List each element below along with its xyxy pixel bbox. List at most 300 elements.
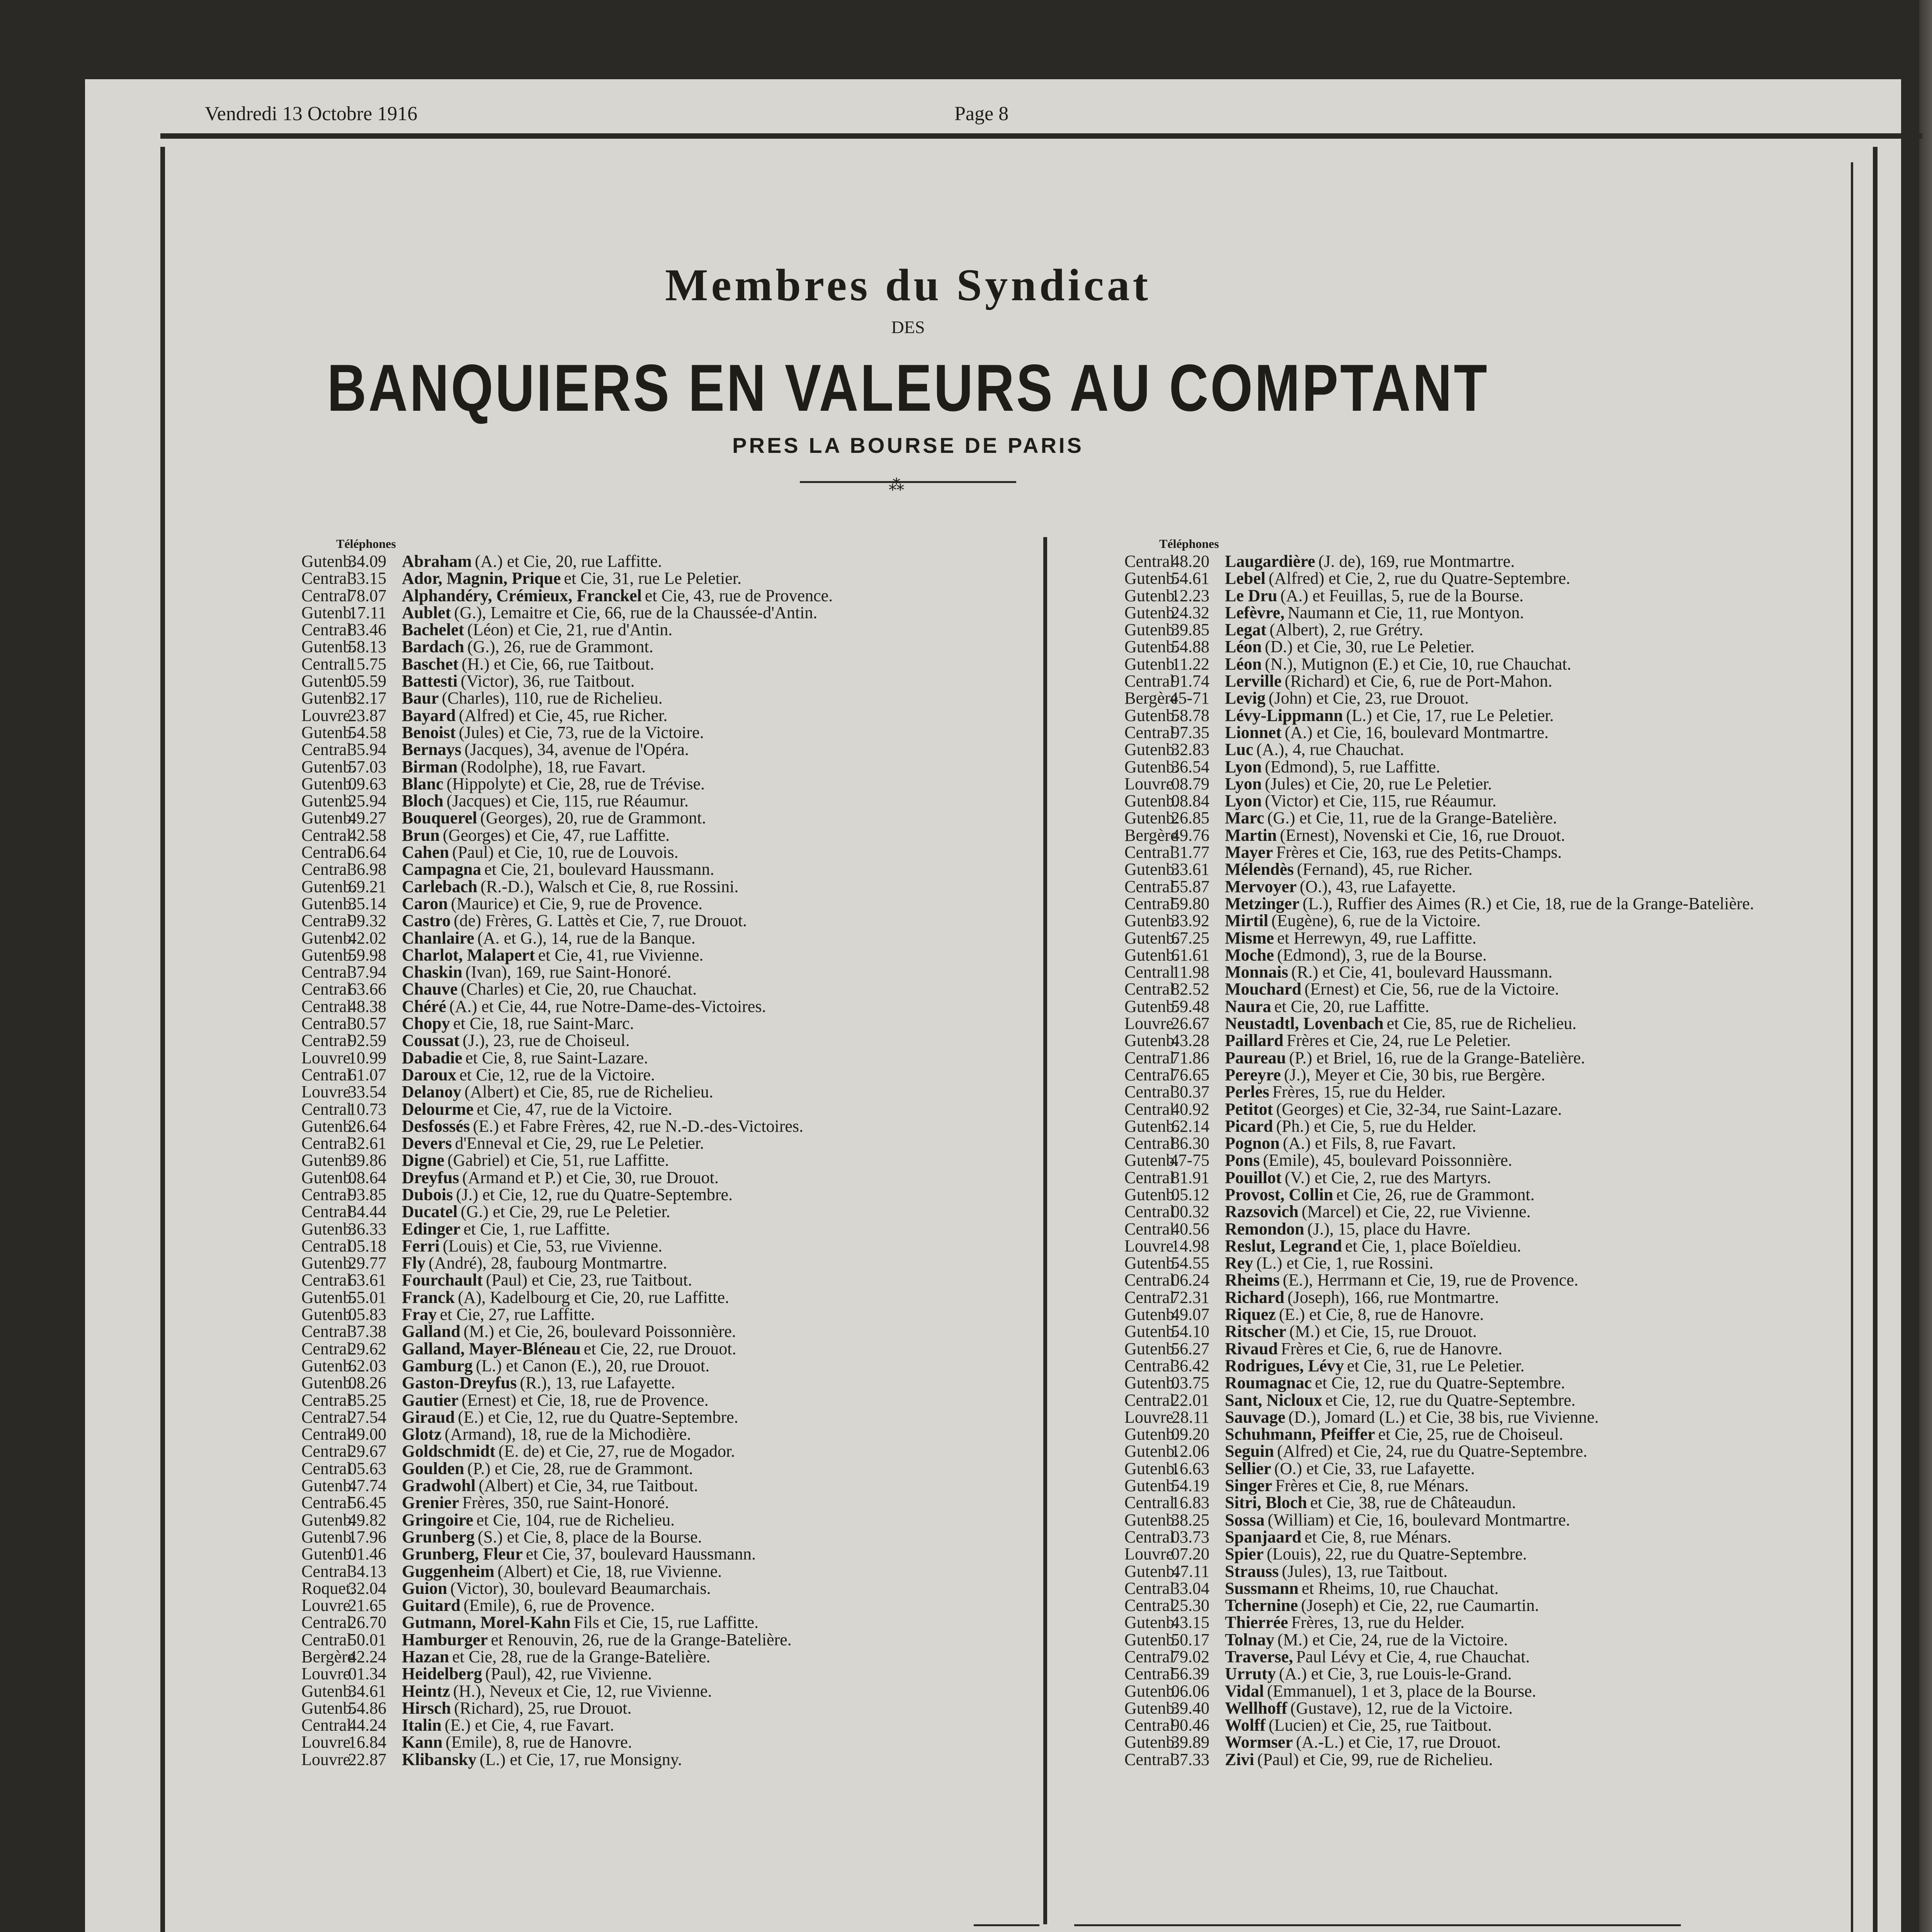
member-row: [1124, 1374, 1754, 1391]
phone-number: 82.52: [1171, 980, 1209, 999]
phone-number: 37.33: [1171, 1750, 1209, 1769]
phone-number: 30.57: [348, 1014, 386, 1033]
member-address: (A), Kadelbourg et Cie, 20, rue Laffitte.: [457, 1287, 730, 1307]
exchange: Gutenb.: [1124, 928, 1179, 947]
member-name: Goulden: [402, 1459, 464, 1478]
exchange: Gutenb.: [1124, 620, 1179, 639]
exchange: Gutenb.: [1124, 1510, 1179, 1529]
exchange: Central: [301, 1390, 352, 1410]
phone-number: 59.48: [1171, 997, 1209, 1016]
member-row: [1124, 1563, 1754, 1580]
member-name: Sauvage: [1225, 1407, 1286, 1427]
member-name: Giraud: [402, 1407, 455, 1427]
member-row: [1124, 1477, 1754, 1494]
exchange: Gutenb.: [301, 791, 356, 811]
member-name: Chopy: [402, 1014, 450, 1033]
exchange: Central: [301, 569, 352, 588]
member-row: [301, 981, 833, 998]
member-row: [1124, 587, 1754, 604]
member-row: [301, 570, 833, 587]
member-address: (A. et G.), 14, rue de la Banque.: [477, 928, 696, 947]
exchange: Gutenb.: [301, 757, 356, 776]
phone-number: 01.34: [348, 1664, 386, 1684]
member-row: [301, 1255, 833, 1272]
member-name: Rey: [1225, 1253, 1253, 1273]
member-row: [301, 810, 833, 827]
member-name: Remondon: [1225, 1219, 1304, 1238]
member-name: Mervoyer: [1225, 877, 1297, 896]
exchange: Gutenb.: [301, 945, 356, 964]
phone-number: 12.06: [1171, 1442, 1209, 1461]
member-row: [1124, 998, 1754, 1015]
phone-number: 16.63: [1171, 1459, 1209, 1478]
exchange: Gutenb.: [1124, 1185, 1179, 1204]
phone-number: 08.64: [348, 1168, 386, 1187]
member-address: (Alfred) et Cie, 2, rue du Quatre-Septembre.: [1269, 569, 1570, 588]
member-row: [1124, 1512, 1754, 1529]
member-address: (H.) et Cie, 66, rue Taitbout.: [461, 654, 654, 673]
member-row: [1124, 1152, 1754, 1169]
member-name: Zivi: [1225, 1750, 1254, 1769]
member-row: [1124, 1255, 1754, 1272]
member-address: et Cie, 41, rue Vivienne.: [538, 945, 704, 964]
member-row: [301, 1374, 833, 1391]
phone-number: 83.46: [348, 620, 386, 639]
exchange: Gutenb.: [1124, 740, 1179, 759]
member-row: [301, 1032, 833, 1049]
exchange: Central: [301, 586, 352, 605]
member-row: [1124, 895, 1754, 912]
phone-number: 63.66: [348, 980, 386, 999]
member-name: Mélendès: [1225, 860, 1294, 879]
phone-number: 40.92: [1171, 1099, 1209, 1119]
exchange: Gutenb.: [1124, 860, 1179, 879]
phone-number: 54.88: [1171, 637, 1209, 656]
phone-number: 50.17: [1171, 1630, 1209, 1649]
member-name: Lerville: [1225, 672, 1282, 691]
exchange: Gutenb.: [1124, 1151, 1179, 1170]
exchange: Gutenb.: [301, 1356, 356, 1375]
phone-number: 36.42: [1171, 1356, 1209, 1375]
member-name: Baschet: [402, 654, 459, 673]
phone-number: 35.94: [348, 740, 386, 759]
member-name: Bouquerel: [402, 808, 477, 828]
member-row: [1124, 759, 1754, 776]
member-row: [301, 998, 833, 1015]
phone-number: 49.76: [1171, 825, 1209, 845]
member-name: Metzinger: [1225, 894, 1299, 913]
phone-number: 86.30: [1171, 1134, 1209, 1153]
phone-number: 33.54: [348, 1082, 386, 1102]
exchange: Gutenb.: [301, 1373, 356, 1393]
member-name: Marc: [1225, 808, 1264, 828]
member-name: Klibansky: [402, 1750, 477, 1769]
exchange: Gutenb.: [1124, 1561, 1179, 1581]
exchange: Gutenb.: [1124, 1253, 1179, 1273]
phone-number: 58.78: [1171, 706, 1209, 725]
member-address: (Albert) et Cie, 85, rue de Richelieu.: [464, 1082, 713, 1102]
member-name: Monnais: [1225, 963, 1288, 982]
member-row: [301, 638, 833, 655]
phone-number: 00.32: [1171, 1202, 1209, 1221]
phone-number: 49.27: [348, 808, 386, 828]
title-ornament-icon: ⁂: [889, 476, 904, 494]
member-name: Richard: [1225, 1287, 1284, 1307]
member-name: Lionnet: [1225, 723, 1282, 742]
phone-number: 49.00: [348, 1425, 386, 1444]
member-row: [1124, 1357, 1754, 1374]
exchange: Louvre: [1124, 1236, 1174, 1255]
phone-number: 78.07: [348, 586, 386, 605]
member-name: Grunberg: [402, 1527, 475, 1546]
member-address: et Rheims, 10, rue Chauchat.: [1301, 1578, 1499, 1598]
phone-number: 36.33: [348, 1219, 386, 1238]
member-address: et Cie, 28, rue de la Grange-Batelière.: [452, 1647, 711, 1666]
member-name: Reslut, Legrand: [1225, 1236, 1342, 1255]
member-name: Naura: [1225, 997, 1271, 1016]
phone-number: 32.17: [348, 689, 386, 708]
exchange: Louvre: [1124, 774, 1174, 793]
exchange: Central: [1124, 980, 1175, 999]
phone-number: 56.39: [1171, 1664, 1209, 1684]
exchange: Gutenb.: [1124, 911, 1179, 930]
exchange: Gutenb.: [301, 689, 356, 708]
member-name: Moche: [1225, 945, 1274, 964]
member-address: (A.) et Cie, 3, rue Louis-le-Grand.: [1279, 1664, 1512, 1684]
exchange: Gutenb.: [301, 1168, 356, 1187]
member-row: [1124, 656, 1754, 673]
member-name: Alphandéry, Crémieux, Franckel: [402, 586, 642, 605]
exchange: Gutenb.: [301, 1305, 356, 1324]
member-name: Wormser: [1225, 1733, 1293, 1752]
member-row: [301, 724, 833, 741]
member-row: [1124, 1683, 1754, 1700]
member-name: Cahen: [402, 843, 449, 862]
member-address: (Jules), 13, rue Taitbout.: [1282, 1561, 1448, 1581]
member-row: [301, 673, 833, 690]
phone-number: 05.59: [348, 672, 386, 691]
member-address: et Cie, 1, rue Laffitte.: [463, 1219, 610, 1238]
phone-number: 67.25: [1171, 928, 1209, 947]
exchange: Central: [1124, 1202, 1175, 1221]
phone-number: 15.75: [348, 654, 386, 673]
member-name: Hamburger: [402, 1630, 488, 1649]
member-row: [301, 1717, 833, 1734]
exchange: Central: [1124, 1168, 1175, 1187]
exchange: Gutenb.: [301, 1151, 356, 1170]
member-name: Edinger: [402, 1219, 461, 1238]
phone-number: 90.46: [1171, 1716, 1209, 1735]
member-name: Delanoy: [402, 1082, 461, 1102]
member-address: et Cie, 47, rue de la Victoire.: [476, 1099, 672, 1119]
exchange: Bergère: [1124, 825, 1178, 845]
member-name: Fly: [402, 1253, 426, 1273]
member-name: Castro: [402, 911, 451, 930]
exchange: Gutenb.: [1124, 1442, 1179, 1461]
member-address: et Renouvin, 26, rue de la Grange-Batelière.: [491, 1630, 792, 1649]
phone-number: 79.02: [1171, 1647, 1209, 1666]
phone-number: 54.19: [1171, 1476, 1209, 1495]
phone-number: 47-75: [1170, 1151, 1209, 1170]
phone-number: 49.07: [1171, 1305, 1209, 1324]
phone-number: 23.87: [348, 706, 386, 725]
exchange: Central: [1124, 1596, 1175, 1615]
page-number: Page 8: [954, 103, 1009, 125]
member-address: et Cie, 12, rue de la Victoire.: [459, 1065, 655, 1084]
exchange: Central: [1124, 552, 1175, 571]
member-address: et Cie, 38, rue de Châteaudun.: [1310, 1493, 1516, 1512]
phone-number: 03.75: [1171, 1373, 1209, 1393]
member-address: (Albert) et Cie, 34, rue Taitbout.: [478, 1476, 698, 1495]
member-address: d'Enneval et Cie, 29, rue Le Peletier.: [455, 1134, 704, 1153]
member-address: (John) et Cie, 23, rue Drouot.: [1269, 689, 1469, 708]
member-name: Roumagnac: [1225, 1373, 1312, 1393]
member-address: Frères, 13, rue du Helder.: [1291, 1613, 1465, 1632]
member-address: (E. de) et Cie, 27, rue de Mogador.: [498, 1442, 735, 1461]
phone-number: 37.38: [348, 1322, 386, 1341]
member-row: [301, 1631, 833, 1648]
phone-number: 39.89: [1171, 1733, 1209, 1752]
member-row: [301, 776, 833, 793]
phone-number: 33.61: [1171, 860, 1209, 879]
member-name: Sellier: [1225, 1459, 1271, 1478]
phone-number: 92.59: [348, 1031, 386, 1050]
phone-number: 24.32: [1171, 603, 1209, 622]
member-address: Frères, 15, rue du Helder.: [1272, 1082, 1446, 1102]
member-address: (Charles) et Cie, 20, rue Chauchat.: [461, 980, 697, 999]
exchange: Central: [301, 1561, 352, 1581]
member-name: Sussmann: [1225, 1578, 1299, 1598]
member-address: (R.) et Cie, 41, boulevard Haussmann.: [1291, 963, 1553, 982]
member-list-left: [301, 535, 833, 1768]
member-row: [301, 930, 833, 947]
exchange: Central: [301, 1099, 352, 1119]
exchange: Central: [1124, 1287, 1175, 1307]
member-row: [301, 1152, 833, 1169]
member-address: (Armand et P.) et Cie, 30, rue Drouot.: [462, 1168, 719, 1187]
exchange: Gutenb.: [301, 928, 356, 947]
exchange: Gutenb.: [301, 1219, 356, 1238]
phone-number: 10.73: [348, 1099, 386, 1119]
member-row: [301, 1734, 833, 1751]
member-row: [301, 1203, 833, 1220]
member-name: Kann: [402, 1733, 443, 1752]
member-row: [1124, 1631, 1754, 1648]
member-name: Gutmann, Morel-Kahn: [402, 1613, 571, 1632]
phone-number: 99.32: [348, 911, 386, 930]
exchange: Central: [301, 1014, 352, 1033]
exchange: Gutenb.: [301, 637, 356, 656]
exchange: Gutenb.: [1124, 1116, 1179, 1136]
top-rule: [160, 133, 1922, 139]
phone-number: 05.12: [1171, 1185, 1209, 1204]
member-row: [301, 1357, 833, 1374]
member-name: Laugardière: [1225, 552, 1315, 571]
title-ornament-rule: [800, 481, 1016, 487]
exchange: Gutenb.: [1124, 1613, 1179, 1632]
exchange: Central: [1124, 1219, 1175, 1238]
syndicat-heading: Membres du Syndicat: [665, 260, 1151, 310]
exchange: Gutenb.: [1124, 586, 1179, 605]
member-address: et Cie, 31, rue Le Peletier.: [564, 569, 742, 588]
member-name: Dubois: [402, 1185, 453, 1204]
member-name: Sant, Nicloux: [1225, 1390, 1322, 1410]
exchange: Louvre: [301, 1733, 351, 1752]
member-row: [301, 1426, 833, 1443]
member-row: [301, 621, 833, 638]
member-address: (Georges), 20, rue de Grammont.: [480, 808, 706, 828]
member-address: (N.), Mutignon (E.) et Cie, 10, rue Chauchat.: [1265, 654, 1571, 673]
member-row: [1124, 1700, 1754, 1717]
phone-number: 58.13: [348, 637, 386, 656]
member-address: Frères et Cie, 8, rue Ménars.: [1275, 1476, 1469, 1495]
exchange: Gutenb.: [1124, 1476, 1179, 1495]
exchange: Central: [301, 1407, 352, 1427]
member-name: Gaston-Dreyfus: [402, 1373, 517, 1393]
member-address: (Emmanuel), 1 et 3, place de la Bourse.: [1267, 1681, 1536, 1701]
exchange: Central: [1124, 1099, 1175, 1119]
member-address: (E.) et Cie, 4, rue Favart.: [444, 1716, 614, 1735]
member-address: (L.) et Cie, 17, rue Le Peletier.: [1346, 706, 1554, 725]
phone-number: 10.99: [348, 1048, 386, 1067]
phone-number: 55.87: [1171, 877, 1209, 896]
section-rule: [1074, 1924, 1681, 1926]
exchange: Central: [301, 1459, 352, 1478]
des-word: DES: [891, 317, 925, 337]
member-row: [301, 1597, 833, 1614]
member-address: (Louis), 22, rue du Quatre-Septembre.: [1267, 1544, 1527, 1564]
exchange: Central: [1124, 672, 1175, 691]
member-name: Pognon: [1225, 1134, 1280, 1153]
member-address: (Emile), 45, boulevard Poissonnière.: [1263, 1151, 1512, 1170]
member-row: [1124, 947, 1754, 964]
member-row: [1124, 673, 1754, 690]
member-row: [1124, 1392, 1754, 1409]
member-row: [1124, 1101, 1754, 1118]
member-name: Hazan: [402, 1647, 449, 1666]
member-row: [1124, 1289, 1754, 1306]
member-name: Guitard: [402, 1596, 461, 1615]
member-row: [1124, 1409, 1754, 1426]
member-name: Strauss: [1225, 1561, 1279, 1581]
member-row: [1124, 1546, 1754, 1563]
member-address: (Albert), 2, rue Grétry.: [1269, 620, 1423, 639]
member-name: Pouillot: [1225, 1168, 1282, 1187]
member-address: (J. de), 169, rue Montmartre.: [1318, 552, 1515, 571]
member-name: Perles: [1225, 1082, 1269, 1102]
member-address: Frères et Cie, 163, rue des Petits-Champs.: [1276, 843, 1562, 862]
member-row: [1124, 570, 1754, 587]
exchange: Louvre: [301, 1664, 351, 1684]
member-name: Bernays: [402, 740, 461, 759]
member-name: Galland, Mayer-Bléneau: [402, 1339, 581, 1358]
exchange: Bergère: [301, 1647, 355, 1666]
exchange: Central: [301, 740, 352, 759]
exchange: Central: [1124, 1527, 1175, 1546]
member-name: Ador, Magnin, Prique: [402, 569, 561, 588]
phone-number: 01.46: [348, 1544, 386, 1564]
exchange: Gutenb.: [1124, 1681, 1179, 1701]
member-name: Picard: [1225, 1116, 1273, 1136]
exchange: Louvre: [301, 706, 351, 725]
phone-number: 08.79: [1171, 774, 1209, 793]
member-row: [1124, 741, 1754, 758]
member-address: (Victor) et Cie, 115, rue Réaumur.: [1265, 791, 1497, 811]
member-row: [1124, 793, 1754, 810]
member-name: Birman: [402, 757, 458, 776]
member-name: Chanlaire: [402, 928, 474, 947]
member-list-right: [1124, 535, 1754, 1768]
member-row: [1124, 724, 1754, 741]
phone-number: 36.54: [1171, 757, 1209, 776]
phone-number: 42.02: [348, 928, 386, 947]
exchange: Gutenb.: [301, 672, 356, 691]
member-name: Mayer: [1225, 843, 1273, 862]
member-row: [301, 1409, 833, 1426]
exchange: Gutenb.: [1124, 706, 1179, 725]
member-name: Singer: [1225, 1476, 1272, 1495]
member-name: Lebel: [1225, 569, 1266, 588]
phone-number: 06.64: [348, 843, 386, 862]
member-name: Italin: [402, 1716, 442, 1735]
phone-number: 61.07: [348, 1065, 386, 1084]
member-name: Gautier: [402, 1390, 459, 1410]
member-row: [301, 741, 833, 758]
member-row: [1124, 1648, 1754, 1665]
member-name: Digne: [402, 1151, 444, 1170]
phone-number: 25.30: [1171, 1596, 1209, 1615]
member-row: [301, 1323, 833, 1340]
member-row: [1124, 1169, 1754, 1186]
member-row: [1124, 1665, 1754, 1682]
phone-number: 09.20: [1171, 1425, 1209, 1444]
phone-number: 14.98: [1171, 1236, 1209, 1255]
member-address: et Cie, 12, rue du Quatre-Septembre.: [1325, 1390, 1576, 1410]
banquiers-heading: BANQUIERS EN VALEURS AU COMPTANT: [327, 351, 1489, 425]
member-row: [301, 1648, 833, 1665]
phone-number: 35.14: [348, 894, 386, 913]
exchange: Gutenb.: [301, 1476, 356, 1495]
phone-number: 34.09: [348, 552, 386, 571]
member-row: [301, 1512, 833, 1529]
member-address: (de) Frères, G. Lattès et Cie, 7, rue Drouot.: [454, 911, 747, 930]
member-row: [301, 861, 833, 878]
member-row: [301, 844, 833, 861]
phone-number: 17.11: [349, 603, 386, 622]
member-address: (P.) et Briel, 16, rue de la Grange-Batelière.: [1289, 1048, 1585, 1067]
exchange: Roquet.: [301, 1578, 355, 1598]
member-row: [301, 587, 833, 604]
member-row: [301, 1238, 833, 1255]
member-address: (L.) et Cie, 1, rue Rossini.: [1256, 1253, 1434, 1273]
member-row: [1124, 861, 1754, 878]
phone-number: 54.58: [348, 723, 386, 742]
member-address: (J.), 15, place du Havre.: [1307, 1219, 1471, 1238]
member-address: (Lucien) et Cie, 25, rue Taitbout.: [1269, 1716, 1492, 1735]
phone-number: 54.10: [1171, 1322, 1209, 1341]
exchange: Gutenb.: [1124, 1339, 1179, 1358]
exchange: Central: [1124, 723, 1175, 742]
member-name: Neustadtl, Lovenbach: [1225, 1014, 1384, 1033]
exchange: Gutenb.: [1124, 1698, 1179, 1718]
member-name: Caron: [402, 894, 448, 913]
member-name: Rodrigues, Lévy: [1225, 1356, 1344, 1375]
phone-number: 57.03: [348, 757, 386, 776]
member-name: Tchernine: [1225, 1596, 1298, 1615]
exchange: Central: [1124, 1134, 1175, 1153]
member-row: [1124, 1066, 1754, 1083]
phone-number: 54.86: [348, 1698, 386, 1718]
